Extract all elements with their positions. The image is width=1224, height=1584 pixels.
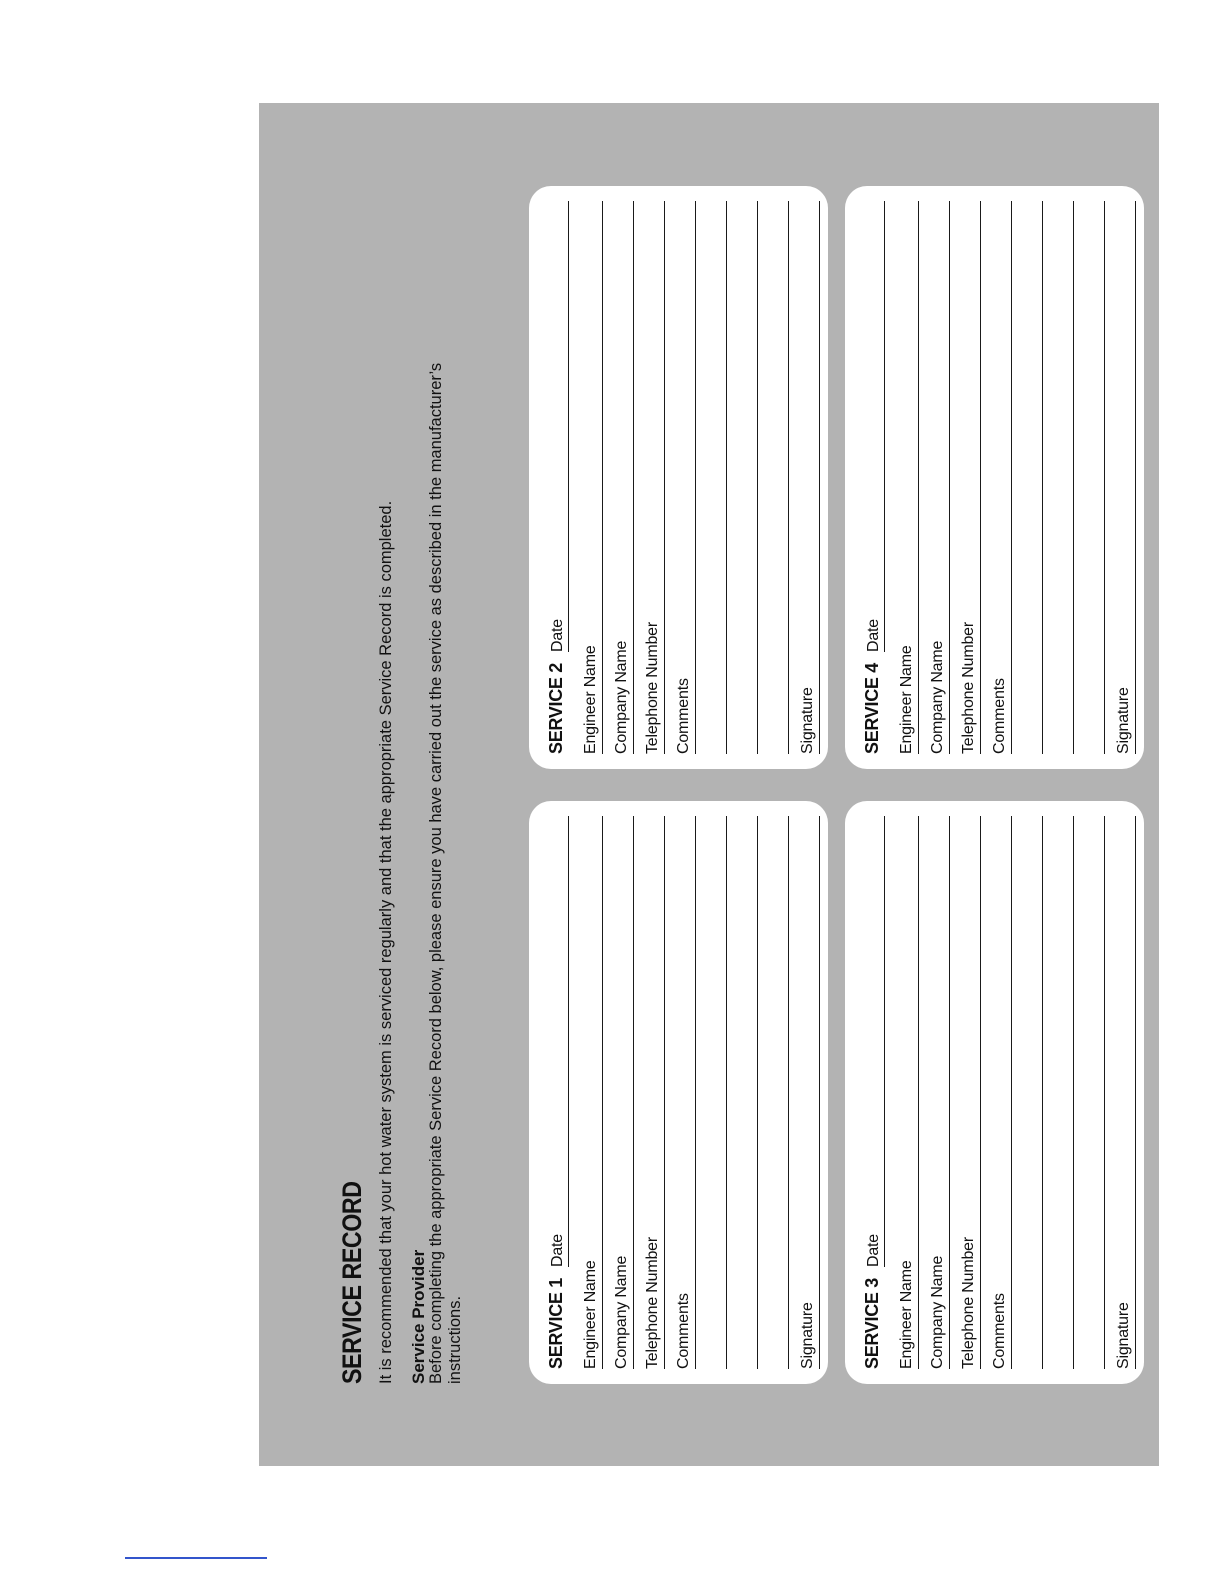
service-header-row [861, 201, 885, 754]
comments-label: Comments [991, 678, 1008, 754]
comments-field[interactable] [987, 201, 1012, 754]
engineer-name-label: Engineer Name [898, 645, 915, 754]
company-name-field[interactable] [925, 201, 950, 754]
comments-line[interactable] [1049, 201, 1074, 754]
company-name-field[interactable] [925, 816, 950, 1369]
comments-line[interactable] [1080, 816, 1105, 1369]
company-name-label: Company Name [613, 640, 630, 754]
engineer-name-field[interactable] [578, 816, 603, 1369]
service-header-row [861, 816, 885, 1369]
signature-label: Signature [1115, 687, 1132, 754]
service-heading: SERVICE 3 [862, 1277, 882, 1369]
engineer-name-label: Engineer Name [898, 1260, 915, 1369]
comments-line[interactable] [1049, 816, 1074, 1369]
company-name-label: Company Name [929, 640, 946, 754]
company-name-label: Company Name [929, 1255, 946, 1369]
date-field[interactable] [884, 201, 885, 652]
comments-line[interactable] [702, 201, 727, 754]
comments-line[interactable] [702, 816, 727, 1369]
engineer-name-field[interactable] [894, 816, 919, 1369]
date-field[interactable] [568, 201, 569, 652]
service-card-1 [529, 801, 828, 1384]
comments-field[interactable] [671, 201, 696, 754]
comments-line[interactable] [1018, 816, 1043, 1369]
signature-field[interactable] [795, 816, 820, 1369]
comments-line[interactable] [733, 816, 758, 1369]
comments-line[interactable] [764, 816, 789, 1369]
date-label: Date [549, 619, 566, 652]
telephone-number-label: Telephone Number [960, 622, 977, 754]
telephone-number-field[interactable] [640, 201, 665, 754]
service-record-content [259, 103, 1159, 1466]
service-card-2 [529, 186, 828, 769]
comments-label: Comments [675, 1293, 692, 1369]
signature-label: Signature [799, 687, 816, 754]
comments-line[interactable] [1080, 201, 1105, 754]
company-name-field[interactable] [609, 816, 634, 1369]
service-header-row [545, 816, 569, 1369]
service-card-4 [845, 186, 1144, 769]
service-provider-heading: Service Provider [409, 1249, 428, 1384]
intro-text: It is recommended that your hot water system is serviced regularly and that the appropriate Service Record is completed. [377, 500, 395, 1384]
service-heading: SERVICE 2 [546, 662, 566, 754]
date-field[interactable] [884, 816, 885, 1267]
comments-line[interactable] [1018, 201, 1043, 754]
telephone-number-label: Telephone Number [644, 622, 661, 754]
telephone-number-field[interactable] [640, 816, 665, 1369]
comments-field[interactable] [987, 816, 1012, 1369]
engineer-name-label: Engineer Name [582, 645, 599, 754]
date-label: Date [865, 1234, 882, 1267]
comments-line[interactable] [733, 201, 758, 754]
engineer-name-field[interactable] [578, 201, 603, 754]
signature-field[interactable] [795, 201, 820, 754]
service-provider-text: Before completing the appropriate Service Record below, please ensure you have carried out the service as described in the manufacturer’s instructions. [427, 362, 464, 1384]
signature-field[interactable] [1111, 201, 1136, 754]
footer-link-underline[interactable] [125, 1557, 267, 1559]
page-title: SERVICE RECORD [337, 1181, 367, 1384]
telephone-number-field[interactable] [956, 816, 981, 1369]
signature-label: Signature [799, 1302, 816, 1369]
company-name-label: Company Name [613, 1255, 630, 1369]
comments-line[interactable] [764, 201, 789, 754]
date-field[interactable] [568, 816, 569, 1267]
signature-label: Signature [1115, 1302, 1132, 1369]
comments-label: Comments [675, 678, 692, 754]
comments-label: Comments [991, 1293, 1008, 1369]
telephone-number-field[interactable] [956, 201, 981, 754]
telephone-number-label: Telephone Number [960, 1237, 977, 1369]
telephone-number-label: Telephone Number [644, 1237, 661, 1369]
service-heading: SERVICE 4 [862, 662, 882, 754]
engineer-name-label: Engineer Name [582, 1260, 599, 1369]
service-heading: SERVICE 1 [546, 1277, 566, 1369]
engineer-name-field[interactable] [894, 201, 919, 754]
comments-field[interactable] [671, 816, 696, 1369]
date-label: Date [865, 619, 882, 652]
company-name-field[interactable] [609, 201, 634, 754]
service-card-3 [845, 801, 1144, 1384]
date-label: Date [549, 1234, 566, 1267]
service-header-row [545, 201, 569, 754]
signature-field[interactable] [1111, 816, 1136, 1369]
